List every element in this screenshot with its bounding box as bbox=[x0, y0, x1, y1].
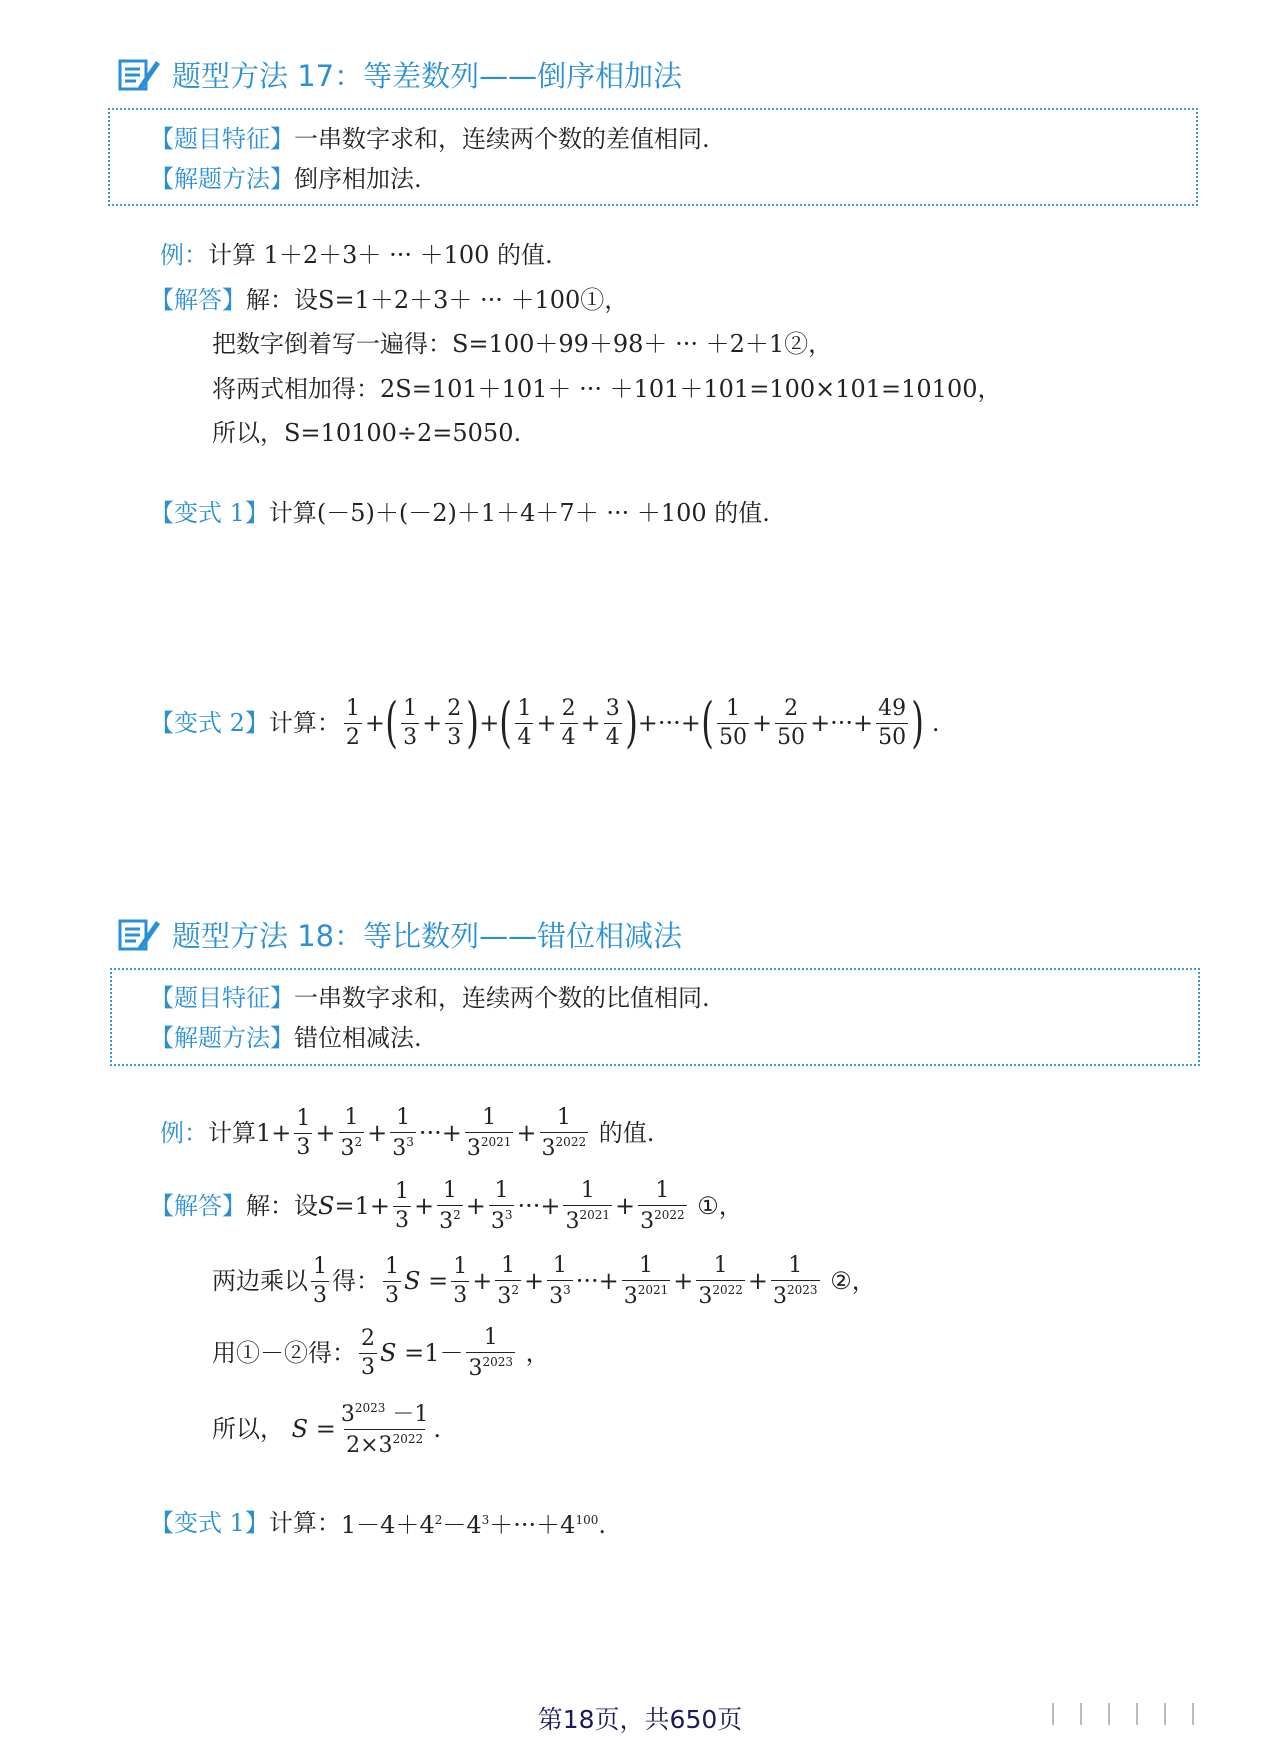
notebook-pen-icon bbox=[118, 57, 162, 93]
variant1-prefix: 计算： bbox=[268, 1508, 341, 1537]
method-text: 倒序相加法. bbox=[294, 165, 422, 193]
answer-formula3: $\frac{2}{3}$ S =1－ $\frac{1}{3^{2023}}$ ， bbox=[361, 1324, 550, 1381]
section17-example bbox=[160, 240, 553, 270]
section17-variant2 bbox=[150, 693, 940, 753]
variant1-label: 【变式 1】 bbox=[150, 1508, 269, 1537]
notebook-pen-icon bbox=[118, 917, 162, 953]
answer-formula4: S = $\frac{3^{2023} -1}{2\times 3^{2022}}$ . bbox=[291, 1400, 442, 1458]
example-label: 例： bbox=[160, 241, 208, 269]
variant1-label: 【变式 1】 bbox=[150, 499, 269, 527]
answer-formula1: S =1+ $\frac{1}{3}$ + $\frac{1}{3^2}$ + $\frac{1}{3^3}$ ···+ $\frac{1}{3^{2021}}$ + $\frac{1}{3^{2022}}$ ①， bbox=[318, 1177, 743, 1234]
method-label: 【解题方法】 bbox=[150, 165, 294, 193]
line4-prefix: 所以， bbox=[212, 1415, 284, 1443]
feature-label: 【题目特征】 bbox=[150, 984, 294, 1012]
section18-answer-line1 bbox=[150, 1176, 743, 1236]
section18-heading bbox=[118, 914, 682, 955]
variant2-formula: $\frac{1}{2}$ + ( $\frac{1}{3}$ + $\frac{2}{3}$ ) + ( $\frac{1}{4}$ + $\frac{2}{4}$ + $\frac{3}{4}$ ) +···+ ( $\frac{1}{50}$ + $\frac{2}{50}$ +···+ $\frac{49}{50}$ ) . bbox=[345, 691, 940, 754]
answer-line4: 所以，S=10100÷2=5050. bbox=[212, 419, 522, 447]
variant1-text: 计算(－5)＋(－2)＋1＋4＋7＋ ··· ＋100 的值. bbox=[268, 499, 770, 527]
section17-heading bbox=[118, 54, 682, 95]
section18-answer-line2: 两边乘以 $\frac{1}{3}$ 得： $\frac{1}{3}$ S = $\frac{1}{3}$ + $\frac{1}{3^2}$ + $\frac{1}{3^3}$ ···+ $\frac{1}{3^{2021}}$ + $\frac{1}{3^{2022}}$ + $\frac{1}{3^{2023}}$ ②， bbox=[212, 1252, 876, 1309]
section18-method-line bbox=[150, 1023, 422, 1053]
answer-formula2: $\frac{1}{3}$ S = $\frac{1}{3}$ + $\frac{1}{3^2}$ + $\frac{1}{3^3}$ ···+ $\frac{1}{3^{2021}}$ + $\frac{1}{3^{2022}}$ + $\frac{1}{3^{2023}}$ ②， bbox=[385, 1252, 876, 1309]
section18-answer-line3 bbox=[212, 1323, 550, 1383]
answer-label: 【解答】 bbox=[150, 1192, 246, 1220]
example-label: 例： bbox=[160, 1119, 208, 1147]
method-label: 【解题方法】 bbox=[150, 1024, 294, 1052]
example-suffix: 的值. bbox=[598, 1119, 655, 1147]
section17-variant1 bbox=[150, 498, 770, 528]
section18-feature-line bbox=[150, 983, 710, 1013]
line3-prefix: 用①－②得： bbox=[212, 1339, 356, 1367]
answer-prefix: 解：设 bbox=[246, 1192, 318, 1220]
example-formula: 1+ $\frac{1}{3}$ + $\frac{1}{3^2}$ + $\frac{1}{3^3}$ ···+ $\frac{1}{3^{2021}}$ + $\frac{1}{3^{2022}}$ bbox=[256, 1104, 587, 1161]
section18-answer-line4 bbox=[212, 1399, 441, 1459]
section17-method-line bbox=[150, 164, 422, 194]
variant2-label: 【变式 2】 bbox=[150, 709, 269, 737]
section17-feature-line bbox=[150, 124, 710, 154]
variant2-prefix: 计算： bbox=[268, 709, 341, 737]
page-number: 第18页，共650页 bbox=[537, 1705, 743, 1734]
section18-title: 题型方法 18：等比数列——错位相减法 bbox=[172, 919, 683, 953]
section17-answer-line1 bbox=[150, 285, 628, 315]
feature-text: 一串数字求和，连续两个数的差值相同. bbox=[294, 125, 710, 153]
answer-line2: 把数字倒着写一遍得：S=100＋99＋98＋ ··· ＋2＋1②， bbox=[212, 330, 833, 358]
variant1-formula: $1-4+4^2-4^3+\cdot\cdot\cdot+4^{100}$. bbox=[340, 1511, 606, 1539]
feature-label: 【题目特征】 bbox=[150, 125, 294, 153]
section18-variant1 bbox=[150, 1505, 606, 1540]
example-text: 计算 1＋2＋3＋ ··· ＋100 的值. bbox=[208, 241, 553, 269]
section18-example bbox=[160, 1103, 654, 1163]
line2-mid: 得： bbox=[332, 1267, 380, 1295]
section17-title: 题型方法 17：等差数列——倒序相加法 bbox=[172, 59, 683, 93]
feature-text: 一串数字求和，连续两个数的比值相同. bbox=[294, 984, 710, 1012]
answer-line3: 将两式相加得：2S=101＋101＋ ··· ＋101＋101=100×101=10100， bbox=[212, 375, 1002, 403]
example-prefix: 计算 bbox=[208, 1119, 256, 1147]
answer-line1: 解：设S=1＋2＋3＋ ··· ＋100①， bbox=[246, 286, 629, 314]
line2-prefix: 两边乘以 bbox=[212, 1267, 308, 1295]
answer-label: 【解答】 bbox=[150, 286, 246, 314]
corner-marks bbox=[1052, 1700, 1252, 1728]
method-text: 错位相减法. bbox=[294, 1024, 422, 1052]
